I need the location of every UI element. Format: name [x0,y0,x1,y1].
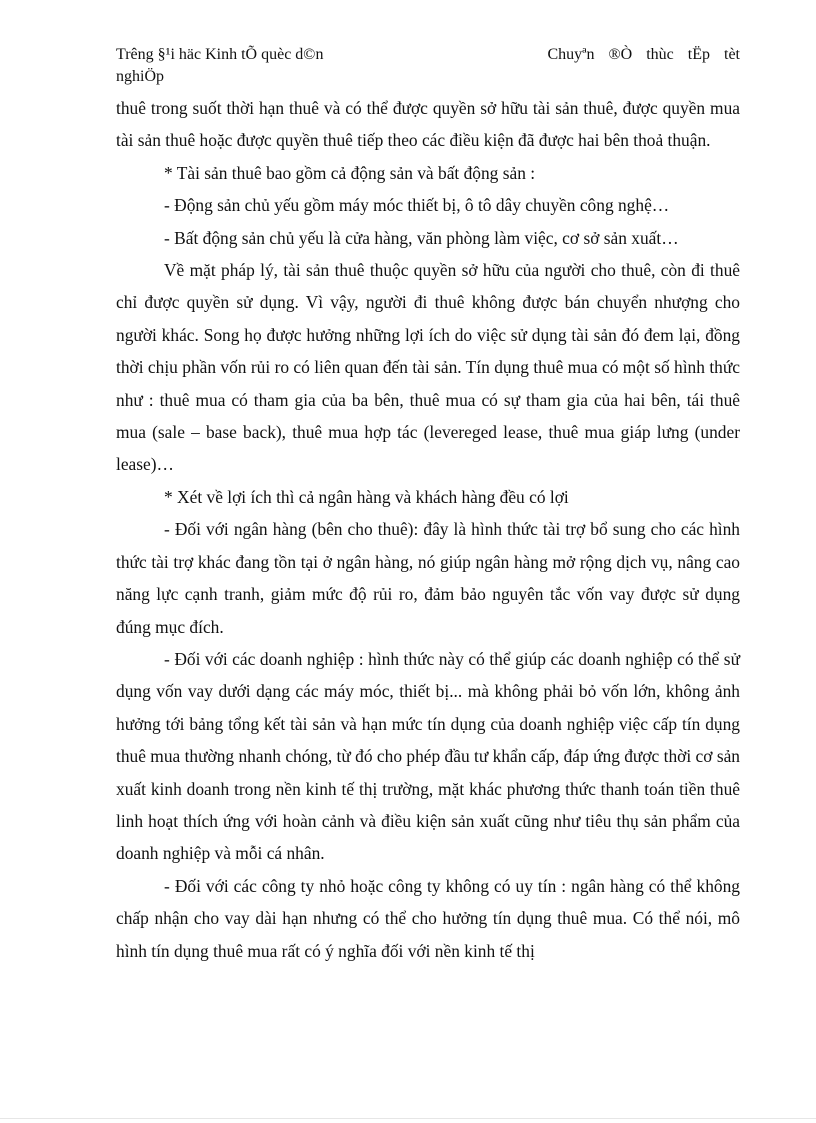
paragraph-immovable-assets: - Bất động sản chủ yếu là cửa hàng, văn phòng làm việc, cơ sở sản xuất… [164,227,679,248]
paragraph-small-company-benefit: - Đối với các công ty nhỏ hoặc công ty không có uy tín : ngân hàng có thể không chấp nhận cho vay dài hạn nhưng có thể cho hưởng tín dụng thuê mua. Có thể nói, mô hình tín dụng thuê mua rất có ý nghĩa đối với nền kinh tế thị [116,875,740,961]
paragraph-lease-continuation: thuê trong suốt thời hạn thuê và có thể được quyền sở hữu tài sản thuê, được quyền mua tài sản thuê hoặc được quyền thuê tiếp theo các điều kiện đã được hai bên thoả thuận. [116,98,740,151]
header-continuation: nghiÖp [116,68,164,85]
paragraph-enterprise-benefit: - Đối với các doanh nghiệp : hình thức này có thể giúp các doanh nghiệp có thể sử dụng vốn vay dưới dạng các máy móc, thiết bị... mà không phải bỏ vốn lớn, không ảnh hưởng tới bảng tổng kết tài sản và hạn mức tín dụng của doanh nghiệp việc cấp tín dụng thuê mua thường nhanh chóng, từ đó cho phép đầu tư khẩn cấp, đáp ứng được thời cơ sản xuất kinh doanh trong nền kinh tế thị trường, mặt khác phương thức thanh toán tiền thuê linh hoạt thích ứng với hoàn cảnh và điều kiện sản xuất cũng như tiêu thụ sản phẩm của doanh nghiệp và mỗi cá nhân. [116,648,740,864]
paragraph-legal-aspect: Về mặt pháp lý, tài sản thuê thuộc quyền sở hữu của người cho thuê, còn đi thuê chỉ được quyền sử dụng. Vì vậy, người đi thuê không được bán chuyển nhượng cho người khác. Song họ được hưởng những lợi ích do việc sử dụng tài sản đó đem lại, đồng thời chịu phần vốn rủi ro có liên quan đến tài sản. Tín dụng thuê mua có một số hình thức như : thuê mua có tham gia của ba bên, thuê mua có sự tham gia của hai bên, tái thuê mua (sale – base back), thuê mua hợp tác (levereged lease, thuê mua giáp lưng (under lease)… [116,260,740,475]
header-left [116,44,416,88]
paragraph-bank-benefit: - Đối với ngân hàng (bên cho thuê): đây là hình thức tài trợ bổ sung cho các hình thức tài trợ khác đang tồn tại ở ngân hàng, nó giúp ngân hàng mở rộng dịch vụ, nâng cao năng lực cạnh tranh, giảm mức độ rủi ro, đảm bảo nguyên tắc vốn vay được sử dụng đúng mục đích. [116,519,740,637]
paragraph-movable-assets: - Động sản chủ yếu gồm máy móc thiết bị, ô tô dây chuyền công nghệ… [164,195,670,216]
header-university: Trêng §¹i häc Kinh tÕ quèc d©n [116,46,324,63]
document-body [116,92,740,967]
paragraph-benefits: * Xét về lợi ích thì cả ngân hàng và khách hàng đều có lợi [164,486,569,507]
page-bottom-divider [0,1118,816,1119]
paragraph-leased-assets: * Tài sản thuê bao gồm cả động sản và bất động sản : [164,162,536,183]
header-report-title: Chuyªn ®Ò thùc tËp tèt [547,46,740,63]
page-header [116,44,740,88]
